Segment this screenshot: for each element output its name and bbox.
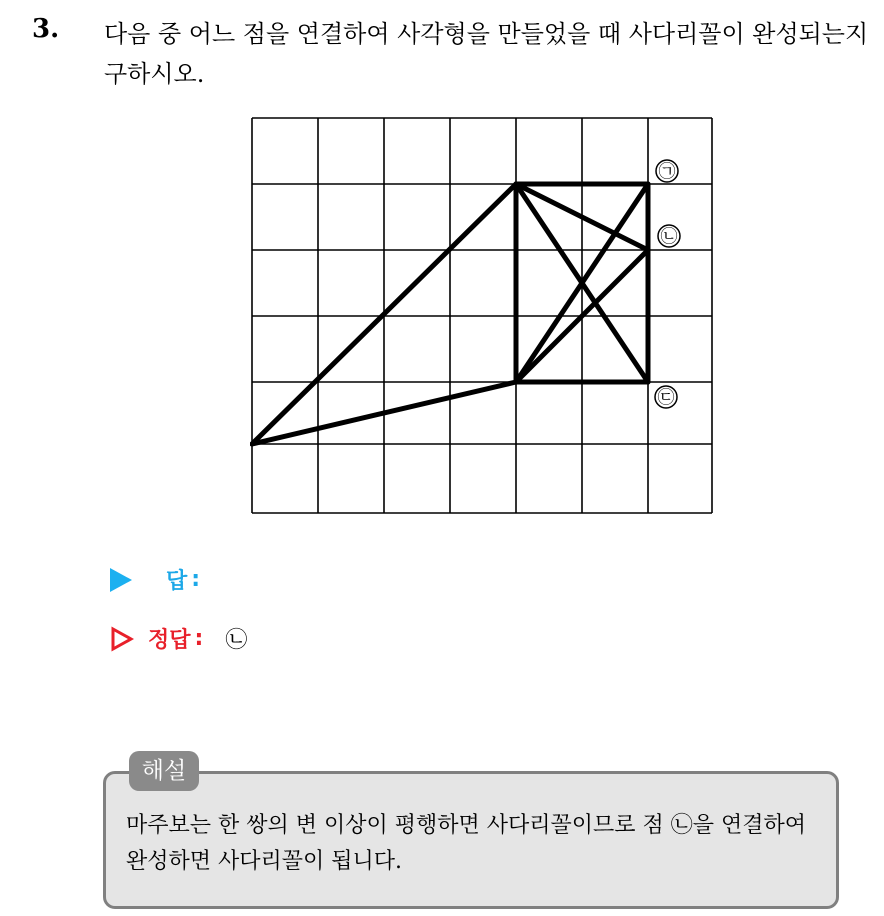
explanation-text: 마주보는 한 쌍의 변 이상이 평행하면 사다리꼴이므로 점 ㉡을 연결하여 완성하면 사다리꼴이 됩니다. — [126, 813, 806, 874]
answer-colon: : — [191, 567, 201, 592]
point-label-a — [656, 160, 678, 182]
grid-lines — [252, 118, 712, 513]
answer-label: 답 — [166, 569, 188, 594]
grid-figure — [250, 117, 714, 519]
correct-answer-row — [110, 623, 247, 654]
question-text: 다음 중 어느 점을 연결하여 사각형을 만들었을 때 사다리꼴이 완성되는지 구하시오. — [104, 20, 869, 88]
point-label-c — [655, 386, 677, 408]
explanation-tab: 해설 — [129, 751, 199, 791]
grid-figure-svg — [250, 117, 714, 515]
outline-triangle-icon — [110, 626, 134, 652]
solid-triangle-icon — [110, 568, 132, 592]
point-label-b-text: ㉡ — [660, 227, 678, 247]
point-label-c-text: ㉢ — [657, 388, 675, 408]
correct-answer-value: ㉡ — [225, 628, 248, 653]
point-label-b — [658, 225, 680, 247]
answer-blank-row — [110, 564, 200, 595]
correct-answer-label: 정답 — [148, 628, 191, 653]
correct-answer-colon: : — [194, 626, 204, 651]
question-number: 3. — [32, 14, 60, 44]
point-label-a-text: ㉠ — [658, 162, 676, 182]
